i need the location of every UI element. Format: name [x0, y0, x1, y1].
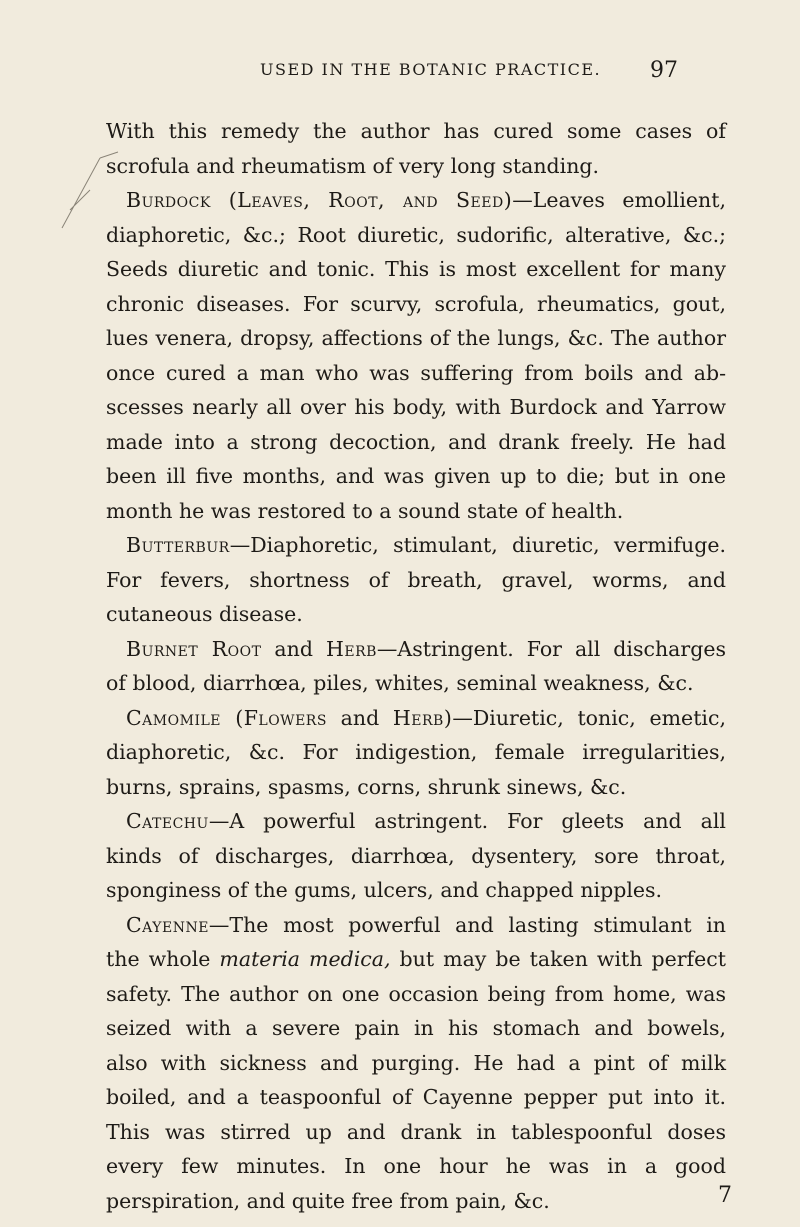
text-line — [106, 770, 726, 805]
text-run: diaphoretic, &c. For indigestion, female irregularities, — [106, 740, 726, 764]
text-line — [106, 356, 726, 391]
text-run: kinds of discharges, diarrhœa, dysentery, sore throat, — [106, 843, 726, 868]
text-line — [106, 597, 726, 632]
text-run: burns, sprains, spasms, corns, shrunk sinews, &c. — [106, 774, 627, 799]
text-line — [106, 1080, 726, 1115]
text-run: but may be taken with perfect — [390, 947, 726, 971]
text-run: boiled, and a teaspoonful of Cayenne pepper put into it. — [106, 1085, 726, 1109]
text-run: the whole — [106, 947, 220, 971]
entry-heading: Burnet Root — [126, 636, 262, 661]
text-line — [106, 1184, 726, 1219]
text-run: With this remedy the author has cured some cases of — [106, 119, 726, 143]
text-run: —Leaves emollient, — [512, 188, 727, 212]
text-run: once cured a man who was suffering from boils and ab- — [106, 360, 726, 385]
text-line — [106, 114, 726, 149]
entry-heading: Herb — [325, 636, 377, 661]
text-line — [106, 494, 726, 529]
text-run: —A powerful astringent. For gleets and all — [208, 809, 726, 833]
italic-text: materia medica, — [219, 947, 391, 971]
text-run: sponginess of the gums, ulcers, and chapped nipples. — [106, 878, 663, 902]
text-line — [106, 908, 726, 943]
text-run: diaphoretic, &c.; Root diuretic, sudorific, alterative, &c.; — [106, 222, 726, 247]
text-line — [106, 839, 726, 874]
text-line — [106, 804, 726, 839]
text-run: cutaneous disease. — [106, 602, 303, 626]
text-line — [106, 977, 726, 1012]
text-run: and — [261, 636, 326, 661]
entry-heading: Butterbur — [126, 533, 230, 557]
text-line — [106, 321, 726, 356]
text-run: perspiration, and quite free from pain, &c. — [106, 1188, 550, 1213]
text-line — [106, 666, 726, 701]
text-line — [106, 1149, 726, 1184]
body-text — [106, 114, 726, 1218]
entry-heading: Burdock (Leaves, Root, and Seed) — [126, 188, 513, 212]
text-run: month he was restored to a sound state of health. — [106, 498, 624, 523]
text-run: been ill five months, and was given up to die; but in one — [106, 464, 726, 488]
text-run: safety. The author on one occasion being from home, was — [106, 981, 726, 1006]
text-run: made into a strong decoction, and drank freely. He had — [106, 429, 726, 454]
text-run: —The most powerful and lasting stimulant in — [208, 912, 726, 937]
text-run: lues venera, dropsy, affections of the lungs, &c. The author — [106, 326, 726, 350]
text-run: —Diaphoretic, stimulant, diuretic, vermifuge. — [229, 533, 726, 557]
text-line — [106, 390, 726, 425]
entry-heading: Herb) — [392, 705, 453, 730]
text-run: —Diuretic, tonic, emetic, — [452, 705, 726, 730]
page-number: 97 — [650, 58, 678, 83]
entry-heading: Cayenne — [126, 912, 209, 937]
text-run: This was stirred up and drank in tablespoonful doses — [106, 1119, 726, 1144]
text-line — [106, 873, 726, 908]
text-line — [106, 252, 726, 287]
text-run: of blood, diarrhœa, piles, whites, seminal weakness, &c. — [106, 671, 694, 695]
text-line — [106, 425, 726, 460]
text-run: also with sickness and purging. He had a pint of milk — [106, 1050, 726, 1075]
text-run: and — [326, 705, 393, 730]
text-line — [106, 218, 726, 253]
text-line — [106, 1011, 726, 1046]
text-run: scrofula and rheumatism of very long standing. — [106, 153, 600, 178]
text-line — [106, 942, 726, 977]
text-run: —Astringent. For all discharges — [376, 636, 726, 661]
text-line — [106, 1115, 726, 1150]
text-line — [106, 563, 726, 598]
text-line — [106, 149, 726, 184]
text-run: chronic diseases. For scurvy, scrofula, rheumatics, gout, — [106, 291, 726, 316]
running-title: USED IN THE BOTANIC PRACTICE. — [260, 60, 602, 79]
entry-heading: Camomile (Flowers — [126, 705, 327, 730]
signature-mark: 7 — [718, 1183, 732, 1208]
text-line — [106, 528, 726, 563]
text-run: Seeds diuretic and tonic. This is most excellent for many — [106, 257, 726, 281]
text-run: For fevers, shortness of breath, gravel, worms, and — [106, 567, 726, 592]
text-line — [106, 701, 726, 736]
text-line — [106, 183, 726, 218]
text-run: seized with a severe pain in his stomach and bowels, — [106, 1016, 726, 1040]
text-run: every few minutes. In one hour he was in a good — [106, 1154, 726, 1178]
text-line — [106, 287, 726, 322]
text-line — [106, 459, 726, 494]
text-line — [106, 735, 726, 770]
entry-heading: Catechu — [126, 809, 209, 833]
text-run: scesses nearly all over his body, with Burdock and Yarrow — [106, 395, 726, 419]
text-line — [106, 1046, 726, 1081]
text-line — [106, 632, 726, 667]
